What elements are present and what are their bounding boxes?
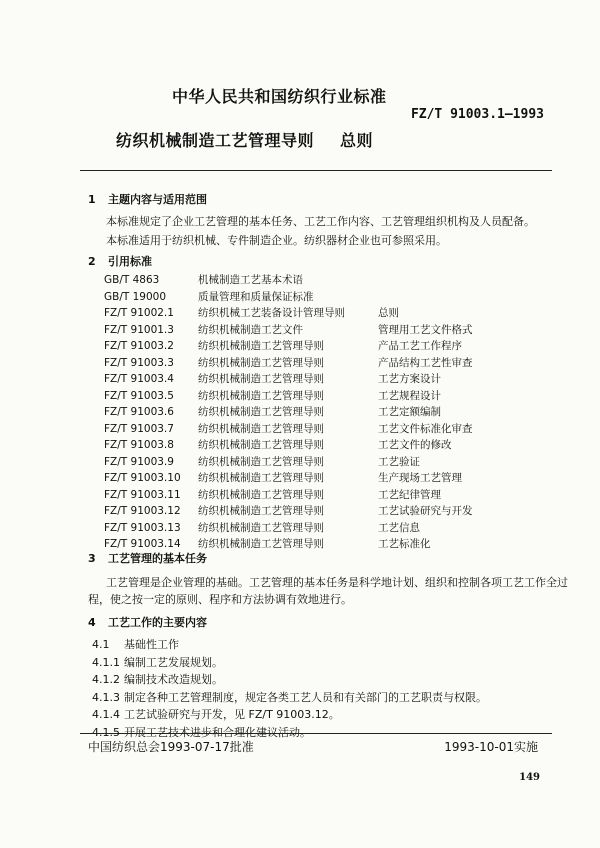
reference-title: 纺织机械制造工艺管理导则 (198, 340, 324, 352)
header-divider (80, 170, 552, 171)
reference-item (104, 437, 452, 452)
reference-title: 质量管理和质量保证标准 (198, 290, 314, 303)
clause-number: 4.1.5 (92, 725, 120, 739)
clause-number: 4.1.4 (92, 708, 120, 721)
reference-item (104, 470, 462, 485)
approval-date: 中国纺织总会1993-07-17批准 (88, 740, 254, 754)
reference-title: 纺织机械制造工艺管理导则 (198, 356, 324, 369)
reference-item (104, 355, 473, 370)
reference-item (104, 305, 399, 320)
reference-subtitle: 工艺信息 (378, 521, 420, 534)
section-3-line-1: 工艺管理是企业管理的基础。工艺管理的基本任务是科学地计划、组织和控制各项工艺工作全过 (106, 576, 568, 589)
clause-number: 4.1.3 (92, 690, 120, 704)
clause-text: 工艺试验研究与开发，见 FZ/T 91003.12。 (124, 708, 340, 721)
reference-subtitle: 工艺标准化 (378, 538, 431, 550)
section-title: 主题内容与适用范围 (108, 193, 207, 206)
clause-number: 4.1 (92, 638, 110, 651)
reference-item (104, 388, 441, 403)
section-1-heading (88, 191, 207, 207)
reference-item (104, 454, 420, 469)
reference-title: 纺织机械制造工艺管理导则 (198, 455, 324, 468)
clause-text: 基础性工作 (124, 638, 179, 651)
section-1-paragraph-1: 本标准规定了企业工艺管理的基本任务、工艺工作内容、工艺管理组织机构及人员配备。 (106, 215, 535, 228)
section-3-heading (88, 550, 207, 566)
reference-title: 纺织机械制造工艺管理导则 (198, 505, 324, 517)
reference-title: 机械制造工艺基本术语 (198, 274, 303, 286)
reference-item (104, 503, 473, 518)
reference-subtitle: 工艺试验研究与开发 (378, 505, 473, 517)
reference-subtitle: 工艺验证 (378, 455, 420, 468)
clause-item (92, 636, 179, 652)
section-2-heading (88, 253, 152, 269)
reference-code: FZ/T 91003.13 (104, 521, 181, 534)
reference-item (104, 272, 303, 287)
reference-title: 纺织机械制造工艺管理导则 (198, 373, 324, 385)
section-3-line-2: 程，使之按一定的原则、程序和方法协调有效地进行。 (88, 593, 352, 606)
reference-item (104, 536, 431, 551)
section-number: 2 (88, 255, 96, 268)
section-number: 4 (88, 616, 96, 629)
section-title: 工艺管理的基本任务 (108, 552, 207, 565)
page-number: 149 (519, 772, 540, 783)
document-title-suffix: 总则 (340, 131, 374, 150)
reference-title: 纺织机械制造工艺管理导则 (198, 488, 324, 501)
reference-code: FZ/T 91003.14 (104, 538, 181, 550)
reference-item (104, 404, 441, 419)
reference-title: 纺织机械制造工艺管理导则 (198, 389, 324, 402)
reference-code: FZ/T 91003.11 (104, 488, 181, 501)
reference-code: FZ/T 91003.5 (104, 389, 174, 402)
reference-code: FZ/T 91003.12 (104, 505, 181, 517)
reference-title: 纺织机械制造工艺管理导则 (198, 521, 324, 534)
reference-code: GB/T 4863 (104, 274, 160, 286)
clause-number: 4.1.2 (92, 673, 120, 686)
reference-subtitle: 工艺纪律管理 (378, 488, 441, 501)
footer-divider (80, 733, 552, 734)
reference-code: FZ/T 91003.8 (104, 439, 174, 451)
reference-item (104, 289, 314, 304)
reference-code: FZ/T 91003.2 (104, 340, 174, 352)
implementation-date: 1993-10-01实施 (444, 740, 538, 754)
section-number: 1 (88, 193, 96, 206)
reference-subtitle: 产品工艺工作程序 (378, 340, 462, 352)
reference-item (104, 520, 420, 535)
document-title-main: 纺织机械制造工艺管理导则 (116, 131, 315, 150)
reference-code: GB/T 19000 (104, 290, 167, 303)
document-title (116, 128, 373, 151)
section-4-heading (88, 614, 207, 630)
industry-standard-heading: 中华人民共和国纺织行业标准 (172, 87, 387, 106)
reference-code: FZ/T 91003.4 (104, 373, 174, 385)
reference-code: FZ/T 91003.10 (104, 472, 181, 484)
clause-item (92, 654, 223, 670)
reference-subtitle: 生产现场工艺管理 (378, 472, 462, 484)
reference-item (104, 371, 441, 386)
reference-subtitle: 工艺方案设计 (378, 373, 441, 385)
section-title: 引用标准 (108, 255, 152, 268)
reference-item (104, 421, 473, 436)
section-number: 3 (88, 552, 96, 565)
reference-code: FZ/T 91003.3 (104, 356, 174, 369)
reference-subtitle: 管理用工艺文件格式 (378, 323, 473, 336)
reference-subtitle: 总则 (378, 307, 399, 319)
reference-subtitle: 产品结构工艺性审查 (378, 356, 473, 369)
clause-text: 开展工艺技术进步和合理化建议活动。 (124, 725, 311, 739)
reference-code: FZ/T 91003.6 (104, 406, 174, 418)
section-title: 工艺工作的主要内容 (108, 616, 207, 629)
standard-number: FZ/T 91003.1—1993 (410, 107, 544, 122)
section-1-paragraph-2: 本标准适用于纺织机械、专件制造企业。纺织器材企业也可参照采用。 (106, 234, 447, 247)
reference-subtitle: 工艺规程设计 (378, 389, 441, 402)
reference-title: 纺织机械制造工艺管理导则 (198, 439, 324, 451)
reference-item (104, 487, 441, 502)
reference-subtitle: 工艺文件标准化审查 (378, 422, 473, 435)
reference-title: 纺织机械制造工艺管理导则 (198, 406, 324, 418)
reference-title: 纺织机械制造工艺管理导则 (198, 422, 324, 435)
reference-code: FZ/T 91003.9 (104, 455, 174, 468)
reference-item (104, 322, 473, 337)
reference-title: 纺织机械工艺装备设计管理导则 (198, 307, 345, 319)
reference-title: 纺织机械制造工艺管理导则 (198, 472, 324, 484)
clause-number: 4.1.1 (92, 655, 120, 669)
clause-text: 编制技术改造规划。 (124, 673, 223, 686)
reference-subtitle: 工艺文件的修改 (378, 439, 452, 451)
reference-code: FZ/T 91003.7 (104, 422, 174, 435)
reference-title: 纺织机械制造工艺管理导则 (198, 538, 324, 550)
clause-item (92, 706, 340, 722)
reference-item (104, 338, 462, 353)
clause-item (92, 689, 487, 705)
clause-text: 编制工艺发展规划。 (124, 655, 223, 669)
reference-code: FZ/T 91002.1 (104, 307, 174, 319)
reference-title: 纺织机械制造工艺文件 (198, 323, 303, 336)
reference-subtitle: 工艺定额编制 (378, 406, 441, 418)
clause-text: 制定各种工艺管理制度，规定各类工艺人员和有关部门的工艺职责与权限。 (124, 690, 487, 704)
clause-item (92, 671, 223, 687)
reference-code: FZ/T 91001.3 (104, 323, 174, 336)
